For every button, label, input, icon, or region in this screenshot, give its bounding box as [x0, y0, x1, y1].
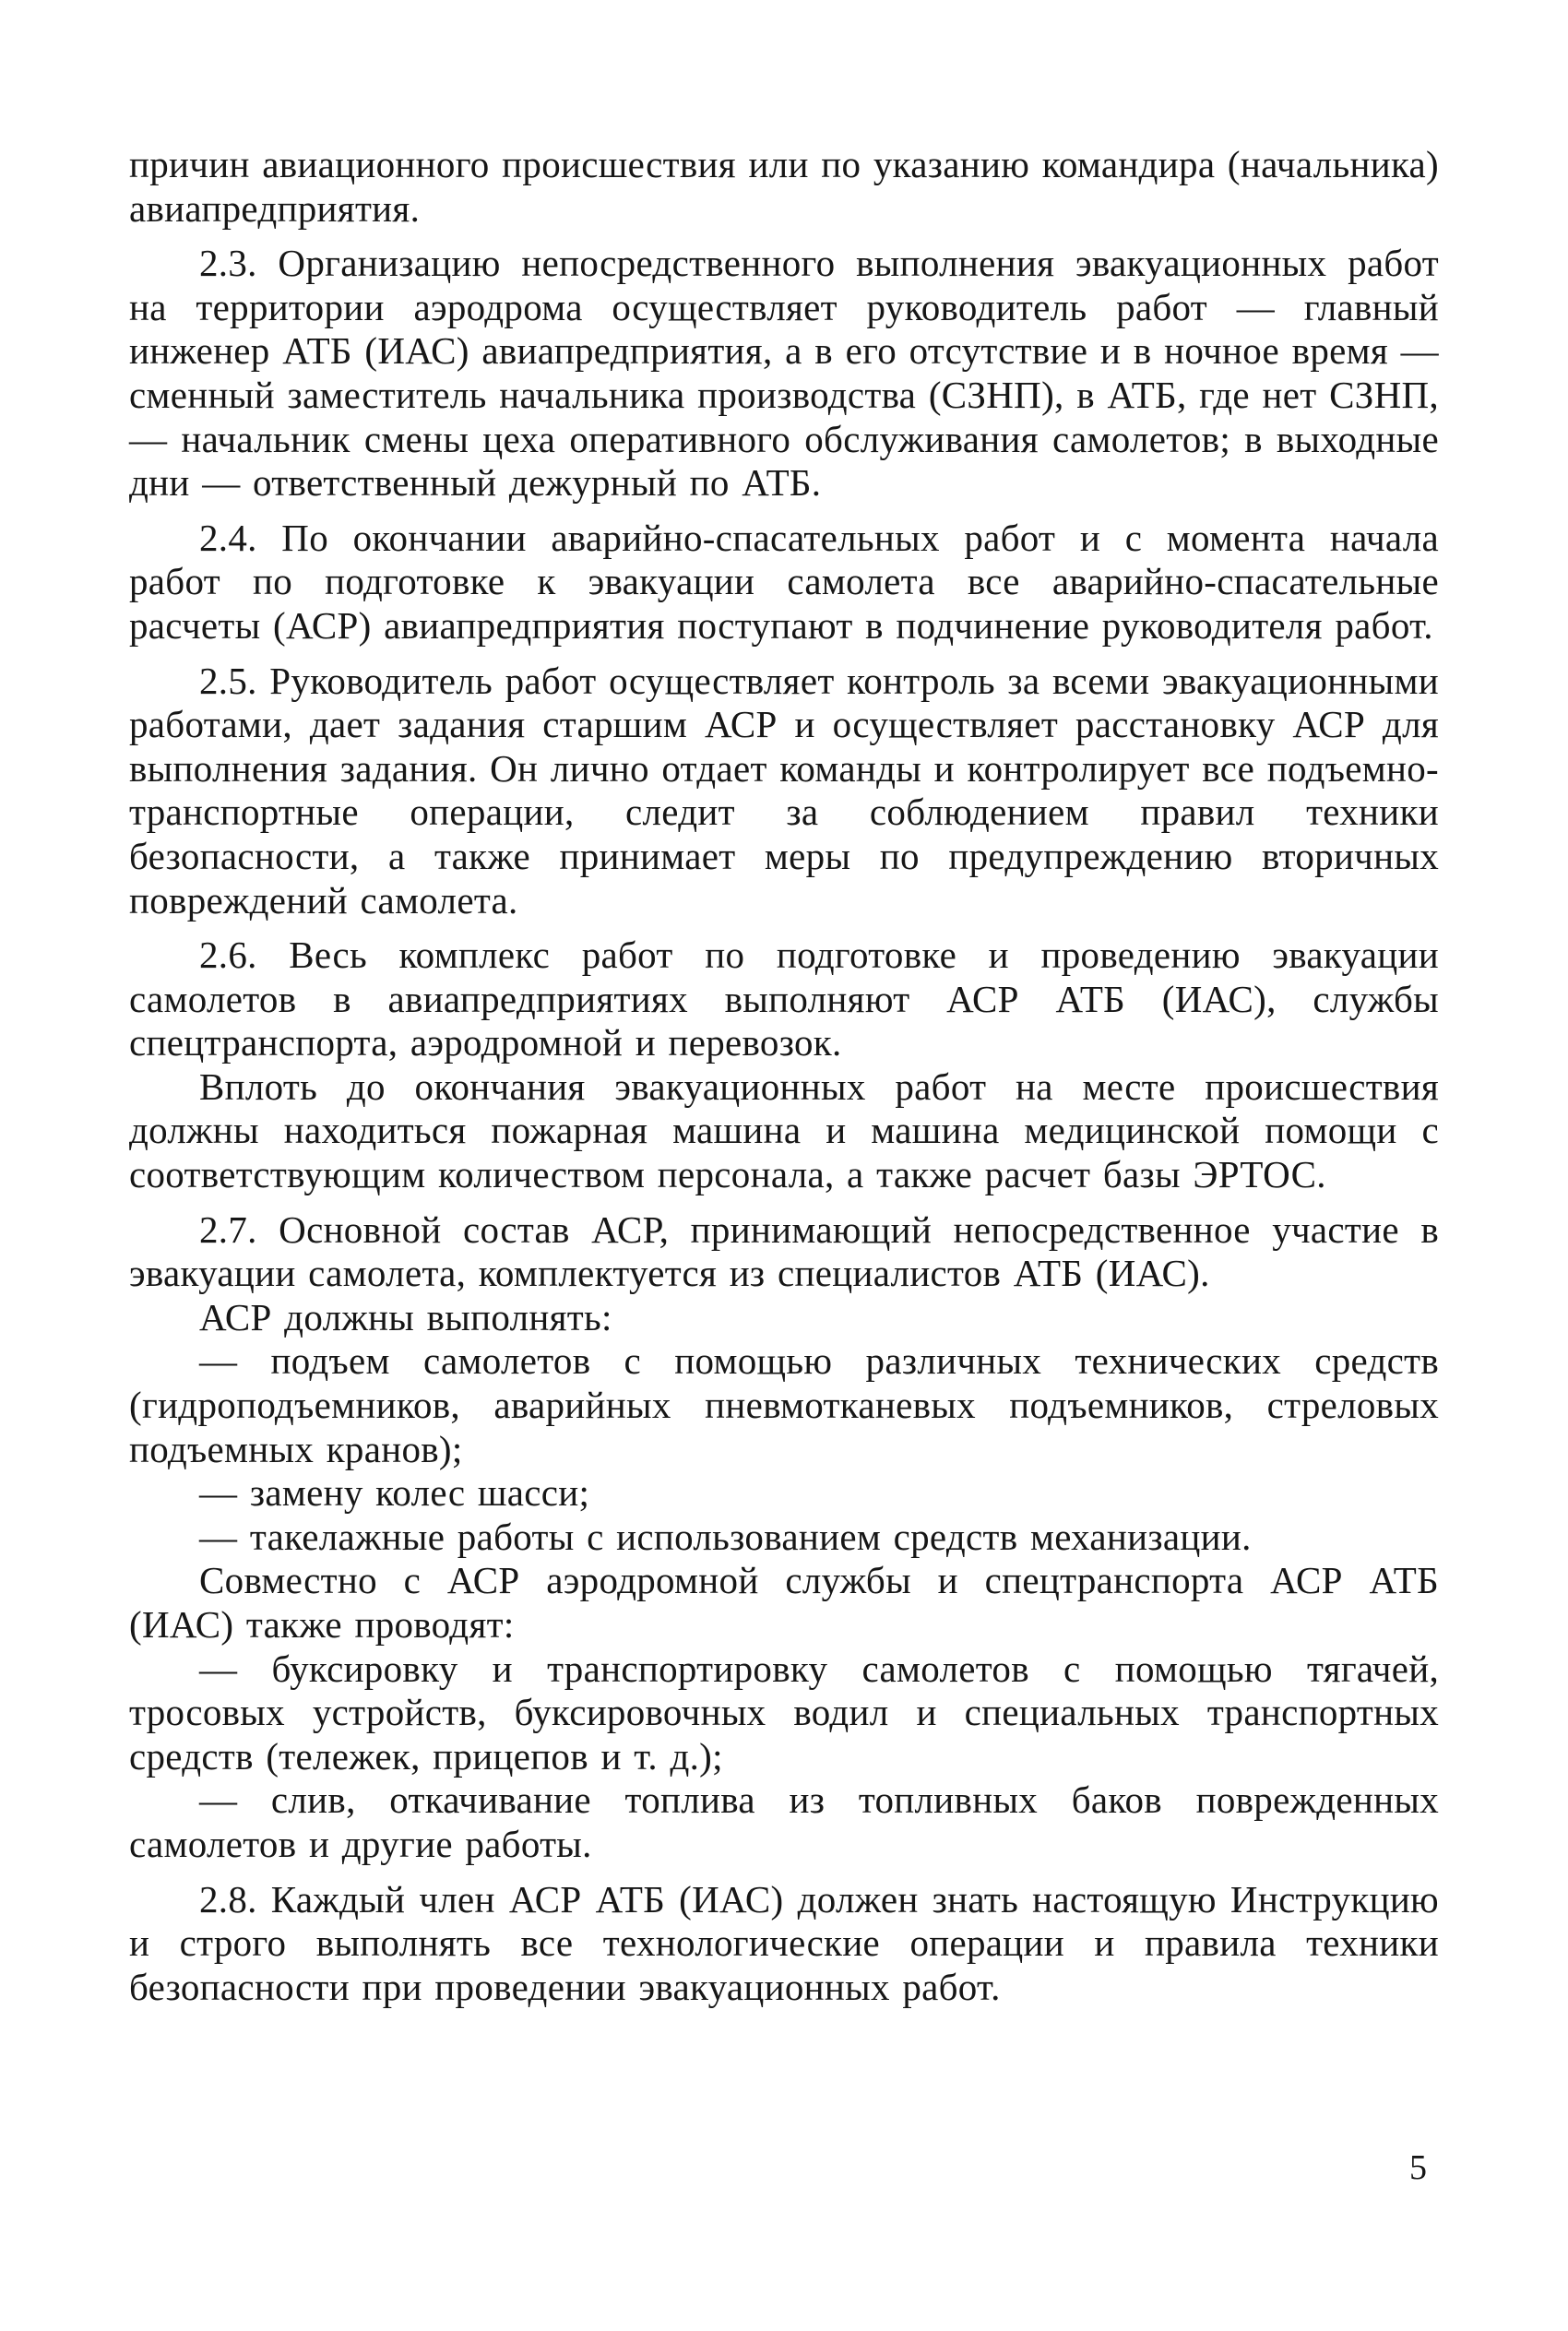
- paragraph-2-3: 2.3. Организацию непосредственного выполнения эвакуационных работ на территории аэродрома осуществляет руководитель работ — главный инженер АТБ (ИАС) авиапредприятия, а в его отсутствие и в ночное время — сменный заместитель начальника производства (СЗНП), в АТБ, где нет СЗНП, — начальник смены цеха оперативного обслуживания самолетов; в выходные дни — ответственный дежурный по АТБ.: [129, 242, 1439, 505]
- list-item-fuel-draining: — слив, откачивание топлива из топливных баков поврежденных самолетов и другие работы.: [129, 1778, 1439, 1865]
- list-item-wheel-replacement: — замену колес шасси;: [199, 1471, 590, 1515]
- paragraph-2-6: 2.6. Весь комплекс работ по подготовке и проведению эвакуации самолетов в авиапредприятиях выполняют АСР АТБ (ИАС), службы спецтранспорта, аэродромной и перевозок.: [129, 934, 1439, 1064]
- paragraph-2-7: 2.7. Основной состав АСР, принимающий непосредственное участие в эвакуации самолета, комплектуется из специалистов АТБ (ИАС).: [129, 1207, 1439, 1295]
- list-item-rigging: — такелажные работы с использованием средств механизации.: [199, 1515, 1252, 1558]
- page-number: 5: [1409, 2148, 1427, 2187]
- paragraph-2-5: 2.5. Руководитель работ осуществляет контроль за всеми эвакуационными работами, дает задания старшим АСР и осуществляет расстановку АСР для выполнения задания. Он лично отдает команды и контролирует все подъемно-транспортные операции, следит за соблюдением правил техники безопасности, а также принимает меры по предупреждению вторичных повреждений самолета.: [129, 659, 1439, 922]
- paragraph-continuation: причин авиационного происшествия или по указанию командира (начальника) авиапредприятия.: [129, 143, 1439, 230]
- list-item-lifting: — подъем самолетов с помощью различных технических средств (гидроподъемников, аварийных пневмотканевых подъемников, стреловых подъемных кранов);: [129, 1339, 1439, 1470]
- paragraph-2-8: 2.8. Каждый член АСР АТБ (ИАС) должен знать настоящую Инструкцию и строго выполнять все технологические операции и правила техники безопасности при проведении эвакуационных работ.: [129, 1877, 1439, 2008]
- paragraph-2-4: 2.4. По окончании аварийно-спасательных работ и с момента начала работ по подготовке к эвакуации самолета все аварийно-спасательные расчеты (АСР) авиапредприятия поступают в подчинение руководителя работ.: [129, 516, 1439, 647]
- document-page: [129, 143, 1439, 2009]
- list-item-towing: — буксировку и транспортировку самолетов с помощью тягачей, тросовых устройств, буксировочных водил и специальных транспортных средств (тележек, прицепов и т. д.);: [129, 1647, 1439, 1778]
- paragraph-joint-work-intro: Совместно с АСР аэродромной службы и спецтранспорта АСР АТБ (ИАС) также проводят:: [129, 1559, 1439, 1646]
- paragraph-asr-duties-intro: АСР должны выполнять:: [199, 1295, 612, 1338]
- paragraph-emergency-presence: Вплоть до окончания эвакуационных работ на месте происшествия должны находиться пожарная машина и машина медицинской помощи с соответствующим количеством персонала, а также расчет базы ЭРТОС.: [129, 1064, 1439, 1196]
